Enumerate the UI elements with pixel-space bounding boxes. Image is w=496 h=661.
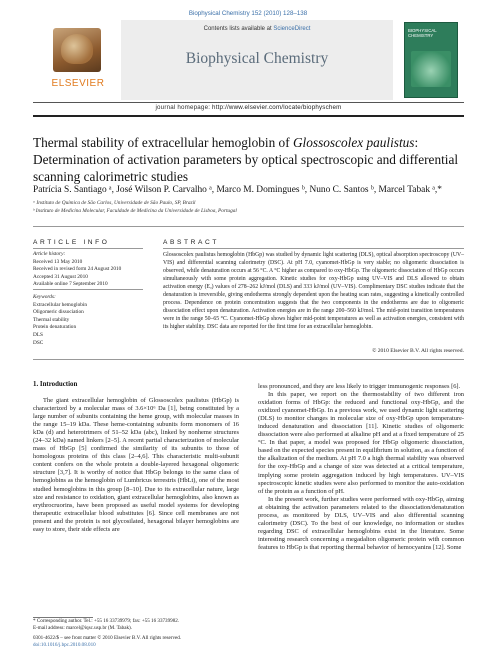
body-column-right (258, 383, 464, 552)
cover-image (404, 22, 458, 98)
divider (163, 248, 464, 249)
footnote (33, 618, 239, 632)
title-part1: Thermal stability of extracellular hemoglobin of (33, 135, 293, 150)
publisher-name: ELSEVIER (51, 78, 105, 89)
divider (33, 359, 464, 360)
article-history (33, 251, 143, 289)
journal-reference: Biophysical Chemistry 152 (2010) 128–138 (188, 10, 308, 17)
divider (33, 102, 464, 103)
abstract-heading: ABSTRACT (163, 239, 219, 246)
contents-line (121, 26, 393, 32)
affiliation-a: ᵃ Instituto de Química de São Carlos, Universidade de São Paulo, SP, Brazil (33, 200, 196, 206)
issn-info (33, 635, 239, 649)
keyword: DLS (33, 331, 44, 338)
keywords (33, 294, 143, 347)
paragraph: In the present work, further studies were performed with oxy-HbGp, aiming at obtaining the activation parameters related to the dissociation/denaturation process, as monitored by DLS, UV–VIS and also differential scanning calorimetry (DSC). To the best of our knowledge, no information or studies regarding DSC of extracellular hemoglobins exist in the literature. Some interesting research concerning a megadalton oligomeric protein with common features to HbGp is that reporting thermal behavior of hemocyanins [12]. Some (258, 495, 464, 551)
doi-link[interactable]: doi:10.1016/j.bpc.2010.08.010 (33, 642, 96, 648)
journal-cover[interactable] (396, 20, 464, 100)
homepage-link[interactable]: http://www.elsevier.com/locate/biophyschem (212, 104, 342, 111)
journal-banner (121, 20, 393, 100)
history-item: Available online 7 September 2010 (33, 281, 108, 288)
affiliation-b: ᵇ Instituto de Medicina Molecular, Faculdade de Medicina da Universidade de Lisboa, Portugal (33, 208, 237, 214)
divider (33, 115, 464, 117)
divider (33, 289, 143, 290)
contents-prefix: Contents lists available at (203, 26, 274, 32)
history-item: Received in revised form 24 August 2010 (33, 266, 122, 273)
email-address[interactable]: E-mail address: marcel@iqsc.usp.br (M. Tabak). (33, 625, 133, 631)
sciencedirect-link[interactable]: ScienceDirect (273, 26, 311, 32)
elsevier-logo[interactable] (33, 20, 122, 100)
cover-title: BIOPHYSICAL CHEMISTRY (408, 28, 437, 39)
corresponding-author: * Corresponding author. Tel.: +55 16 33739979; fax: +55 16 33739982. (33, 618, 180, 624)
keyword: Extracellular hemoglobin (33, 301, 87, 308)
cover-graphic-icon (411, 51, 451, 87)
history-item: Accepted 31 August 2010 (33, 273, 88, 280)
paragraph: The giant extracellular hemoglobin of Glossoscolex paulistus (HbGp) is characterized by a molecular mass of 3.6×10⁶ Da [1], being constituted by a large number of subunits containing the heme group, with molecular masses in the range 15–19 kDa. These heme-containing subunits form monomers of 16 kDa (d) and heterotrimers of 51–52 kDa (abc), linked by nonheme structures (24–32 kDa) named linkers [2–5]. A recent partial characterization of molecular mass of HbGp [5] confirmed the similarity of its subunits to those of homologous proteins of this class [2–4,6]. This characteristic multi-subunit content confers on the whole protein a double-layered hexagonal oligomeric structure [3,7]. It is worthy of notice that HbGp belongs to the same class of hemoglobins as the hemoglobin of Lumbricus terrestris (HbLt), one of the most studied hemoglobins in this group [8–10]. Due to its extracellular nature, large size and resistance to oxidation, giant extracellular hemoglobins, also known as erythrocruorins, have been proposed as useful model systems for developing therapeutic extracellular blood substitutes [6]. Since cell membranes are not present and the protein is not glycosilated, hexagonal bilayer hemoglobins are easy to store, their side effects are (33, 397, 239, 533)
copyright: © 2010 Elsevier B.V. All rights reserved. (372, 348, 464, 354)
keyword: Protein denaturation (33, 324, 77, 331)
tree-canopy-icon (61, 34, 93, 64)
body-column-left (33, 397, 239, 534)
homepage-prefix: journal homepage: (155, 104, 213, 111)
affiliations (33, 199, 464, 215)
history-item: Received 13 May 2010 (33, 258, 83, 265)
history-label: Article history: (33, 251, 66, 257)
keyword: Oligomeric dissociation (33, 309, 84, 316)
keyword: Thermal stability (33, 316, 70, 323)
article-title (33, 134, 464, 185)
title-species: Glossoscolex paulistus (292, 135, 415, 150)
paragraph: In this paper, we report on the thermostability of two different iron oxidation forms of HbGp: the reduced and functional oxy-HbGp, and the oxidized cyanomet-HbGp. In a previous work, we used dynamic light scattering (DLS) to monitor changes in molecular size of oxy-HbGp upon temperature-induced denaturation and dissociation [11]. Kinetic studies of oligomeric dissociation were also performed at alkaline pH and at a fixed temperature of 25 °C. In that paper, a model was proposed for HbGp oligomeric dissociation, based on the expected species present in equilibrium in solution, as a function of the alkalization of the medium. At pH 7.0 a high thermal stability was observed for the oxy-HbGp and a change of size was detected at a critical temperature, implying some protein aggregation induced by high temperatures. UV–VIS spectroscopic kinetic studies were also performed to monitor the auto-oxidation of the protein as a function of pH. (258, 391, 464, 495)
paragraph: less pronounced, and they are less likely to trigger immunogenic responses [6]. (258, 383, 461, 390)
masthead (33, 20, 464, 99)
journal-homepage (33, 104, 464, 111)
author-list: Patrícia S. Santiago ᵃ, José Wilson P. Carvalho ᵃ, Marco M. Domingues ᵇ, Nuno C. Santos ᵇ, Marcel Tabak ᵃ,* (33, 185, 442, 195)
issn: 0301-4622/$ – see front matter © 2010 Elsevier B.V. All rights reserved. (33, 635, 182, 641)
abstract-text: Glossoscolex paulistus hemoglobin (HbGp) was studied by dynamic light scattering (DLS), optical absorption spectroscopy (UV–VIS) and differential scanning calorimetry (DSC). At pH 7.0, cyanomet-HbGp is very stable; no oligomeric dissociation is observed, while denaturation occurs at 56 °C. A °C higher as compared to oxy-HbGp. The oligomeric dissociation of HbGp occurs simultaneously with some protein aggregation. Kinetic studies for oxy-HbGp using UV–VIS and DLS allowed to obtain activation energy (Eₐ) values of 278–262 kJ/mol (DLS) and 333 kJ/mol (UV–VIS). Complimentary DSC studies indicate that the denaturation is irreversible, giving endotherms strongly dependent upon the heating scan rates, suggesting a kinetically controlled process. Dependence on protein concentration suggests that the two components in the endotherms are due to oligomeric dissociation effect upon denaturation. Activation energies are in the range 200–560 kJ/mol. The mid-point transition temperatures were in the range 50–65 °C. Cyanomet-HbGp shows higher mid-point temperatures as well as activation energies, consistent with its higher stability. DSC data are reported for the first time for an extracellular hemoglobin. (163, 252, 464, 331)
divider (33, 226, 464, 227)
article-info-heading: ARTICLE INFO (33, 239, 110, 246)
keywords-label: Keywords: (33, 294, 56, 300)
section-heading: 1. Introduction (33, 381, 78, 388)
journal-title: Biophysical Chemistry (185, 50, 329, 67)
divider (33, 248, 143, 249)
keyword: DSC (33, 339, 44, 346)
title-part2: : Determination of activation parameters by optical spectroscopic and differential scanning calorimetric studies (33, 135, 459, 184)
